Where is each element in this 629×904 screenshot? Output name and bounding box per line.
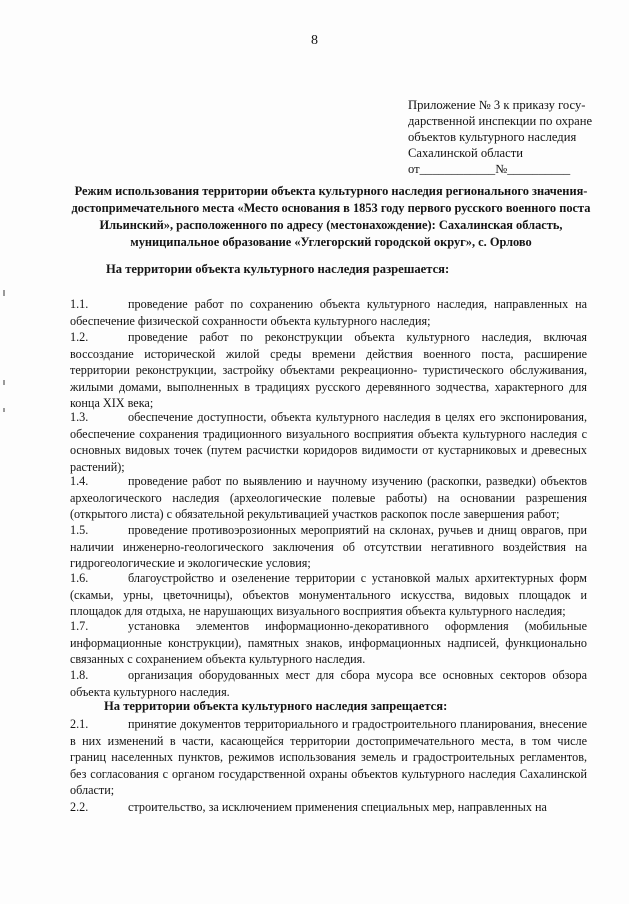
list-item: [70, 716, 587, 799]
list-item: [70, 799, 587, 816]
scan-edge-mark: [3, 380, 5, 385]
item-number: 1.6.: [70, 571, 89, 585]
scan-edge-mark: [3, 290, 5, 296]
item-text: проведение работ по сохранению объекта культурного наследия, направленных на обеспечение физической сохранности объекта культурного наследия;: [70, 297, 587, 328]
document-title: Режим использования территории объекта культурного наследия регионального значения-достопримечательного места «Место основания в 1853 году первого русского военного поста Ильинский», расположенного по адресу (местонахождение): Сахалинская область, муниципальное образование «Углегорский городской округ», с. Орлово: [71, 184, 591, 249]
item-text: обеспечение доступности, объекта культурного наследия в целях его экспонирования, обеспечение сохранения традиционного визуального восприятия объекта культурного наследия с основных видовых точек (путем расчистки коридоров видимости от кустарниковых и древесных растений);: [70, 410, 587, 474]
list-item: [70, 570, 587, 620]
item-number: 1.1.: [70, 297, 89, 311]
item-number: 1.2.: [70, 330, 89, 344]
scan-edge-mark: [3, 408, 5, 412]
item-number: 1.7.: [70, 619, 89, 633]
item-number: 1.8.: [70, 668, 89, 682]
section-heading-permitted: На территории объекта культурного наследия разрешается:: [106, 262, 450, 276]
page-number: 8: [311, 33, 318, 48]
list-item: [70, 473, 587, 523]
list-item: [70, 618, 587, 668]
appendix-line: объектов культурного наследия: [408, 130, 577, 144]
item-text: проведение противоэрозионных мероприятий на склонах, ручьев и днищ оврагов, при наличии инженерно-геологического заключения об отсутствии негативного воздействия на гидрогеологические и экологические условия;: [70, 523, 587, 571]
appendix-line: Сахалинской области: [408, 146, 523, 160]
appendix-date-line: от____________№__________: [408, 162, 571, 176]
list-item: [70, 667, 587, 700]
item-number: 2.2.: [70, 800, 89, 814]
item-number: 1.4.: [70, 474, 89, 488]
appendix-line: дарственной инспекции по охране: [408, 114, 593, 128]
item-text: благоустройство и озеленение территории с установкой малых архитектурных форм (скамьи, урны, цветочницы), объектов монументального искусства, видовых площадок и площадок для отдыха, не нарушающих визуального восприятия объекта культурного наследия;: [70, 571, 587, 619]
item-text: установка элементов информационно-декоративного оформления (мобильные информационные конструкции), памятных знаков, информационных надписей, функционально связанных с сохранением объекта культурного наследия.: [70, 619, 587, 667]
item-text: принятие документов территориального и градостроительного планирования, внесение в них изменений в части, касающейся территории достопримечательного места, в том числе границ населенных пунктов, режимов использования земель и градостроительных регламентов, без согласования с органом государственной охраны объектов культурного наследия Сахалинской области;: [70, 717, 587, 798]
item-number: 1.3.: [70, 410, 89, 424]
list-item: [70, 409, 587, 475]
item-text: строительство, за исключением применения специальных мер, направленных на: [128, 800, 547, 814]
list-item: [70, 522, 587, 572]
item-number: 2.1.: [70, 717, 89, 731]
item-number: 1.5.: [70, 523, 89, 537]
item-text: проведение работ по реконструкции объекта культурного наследия, включая воссоздание исторической жилой среды времени действия военного поста, расширение территории реконструкции, застройку объектами рекреационно- туристического обслуживания, жилыми домами, выполненных в традициях русского деревянного зодчества, характерного для конца XIX века;: [70, 330, 587, 411]
item-text: организация оборудованных мест для сбора мусора все основных секторов обзора объекта культурного наследия.: [70, 668, 587, 699]
section-heading-prohibited: На территории объекта культурного наследия запрещается:: [104, 699, 448, 713]
item-text: проведение работ по выявлению и научному изучению (раскопки, разведки) объектов археологического наследия (археологические полевые работы) на основании разрешения (открытого листа) с обязательной рекультивацией участков раскопок после завершения работ;: [70, 474, 587, 522]
list-item: [70, 329, 587, 412]
list-item: [70, 296, 587, 329]
appendix-note: [408, 97, 608, 177]
appendix-line: Приложение № 3 к приказу госу-: [408, 98, 586, 112]
